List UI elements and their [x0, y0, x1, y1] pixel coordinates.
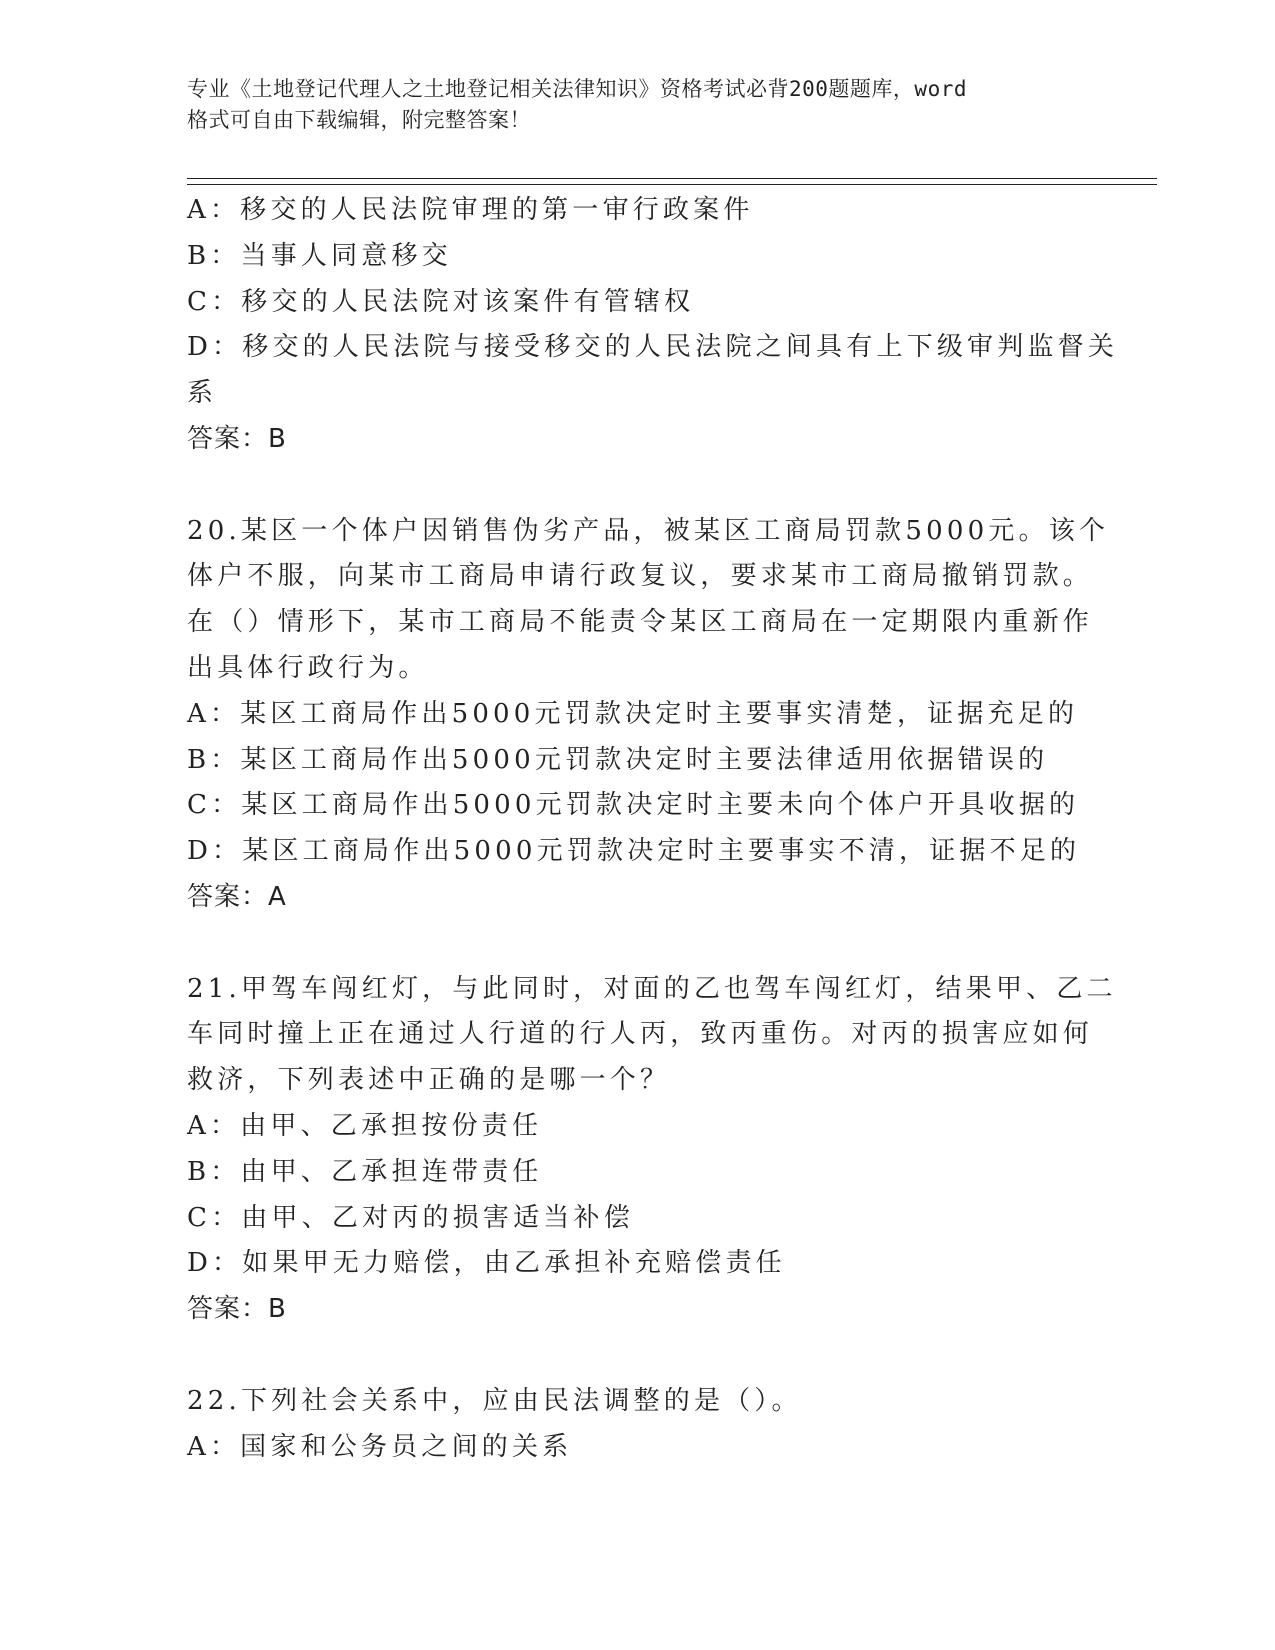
question-stem: 出具体行政行为。 — [187, 652, 429, 683]
question-stem: 22.下列社会关系中，应由民法调整的是（）。 — [187, 1385, 802, 1416]
option-b: B：由甲、乙承担连带责任 — [187, 1156, 543, 1187]
option-c: C：移交的人民法院对该案件有管辖权 — [187, 286, 695, 317]
option-d: D：某区工商局作出5000元罚款决定时主要事实不清，证据不足的 — [187, 836, 1081, 867]
answer: 答案：A — [187, 881, 287, 912]
option-b: B：当事人同意移交 — [187, 240, 452, 271]
header-line-1: 专业《土地登记代理人之土地登记相关法律知识》资格考试必背200题题库，word — [187, 77, 967, 101]
question-19 — [187, 188, 1119, 463]
option-a: A：国家和公务员之间的关系 — [187, 1431, 573, 1462]
document-body — [187, 188, 1119, 1470]
option-d: D：如果甲无力赔偿，由乙承担补充赔偿责任 — [187, 1248, 786, 1279]
option-d: D：移交的人民法院与接受移交的人民法院之间具有上下级审判监督关 — [187, 332, 1119, 363]
question-stem: 在（）情形下，某市工商局不能责令某区工商局在一定期限内重新作 — [187, 607, 1094, 638]
question-21 — [187, 967, 1117, 1333]
question-20 — [187, 509, 1110, 921]
answer: 答案：B — [187, 423, 287, 454]
option-a: A：移交的人民法院审理的第一审行政案件 — [187, 195, 754, 225]
question-22 — [187, 1379, 1067, 1471]
option-b: B：某区工商局作出5000元罚款决定时主要法律适用依据错误的 — [187, 744, 1049, 775]
option-d-continued: 系 — [187, 378, 218, 409]
question-stem: 救济，下列表述中正确的是哪一个？ — [187, 1065, 671, 1096]
option-c: C：某区工商局作出5000元罚款决定时主要未向个体户开具收据的 — [187, 790, 1080, 821]
option-c: C：由甲、乙对丙的损害适当补偿 — [187, 1202, 634, 1233]
header-divider-top — [187, 178, 1157, 179]
header-line-2: 格式可自由下载编辑，附完整答案！ — [187, 108, 531, 132]
question-stem: 车同时撞上正在通过人行道的行人丙，致丙重伤。对丙的损害应如何 — [187, 1019, 1094, 1050]
header-divider-bottom — [187, 184, 1157, 185]
document-header — [187, 74, 1087, 136]
answer: 答案：B — [187, 1294, 287, 1325]
option-a: A：某区工商局作出5000元罚款决定时主要事实清楚，证据充足的 — [187, 698, 1079, 729]
question-stem: 20.某区一个体户因销售伪劣产品，被某区工商局罚款5000元。该个 — [187, 515, 1110, 546]
question-stem: 21.甲驾车闯红灯，与此同时，对面的乙也驾车闯红灯，结果甲、乙二 — [187, 973, 1117, 1004]
question-stem: 体户不服，向某市工商局申请行政复议，要求某市工商局撤销罚款。 — [187, 561, 1094, 592]
option-a: A：由甲、乙承担按份责任 — [187, 1110, 543, 1141]
